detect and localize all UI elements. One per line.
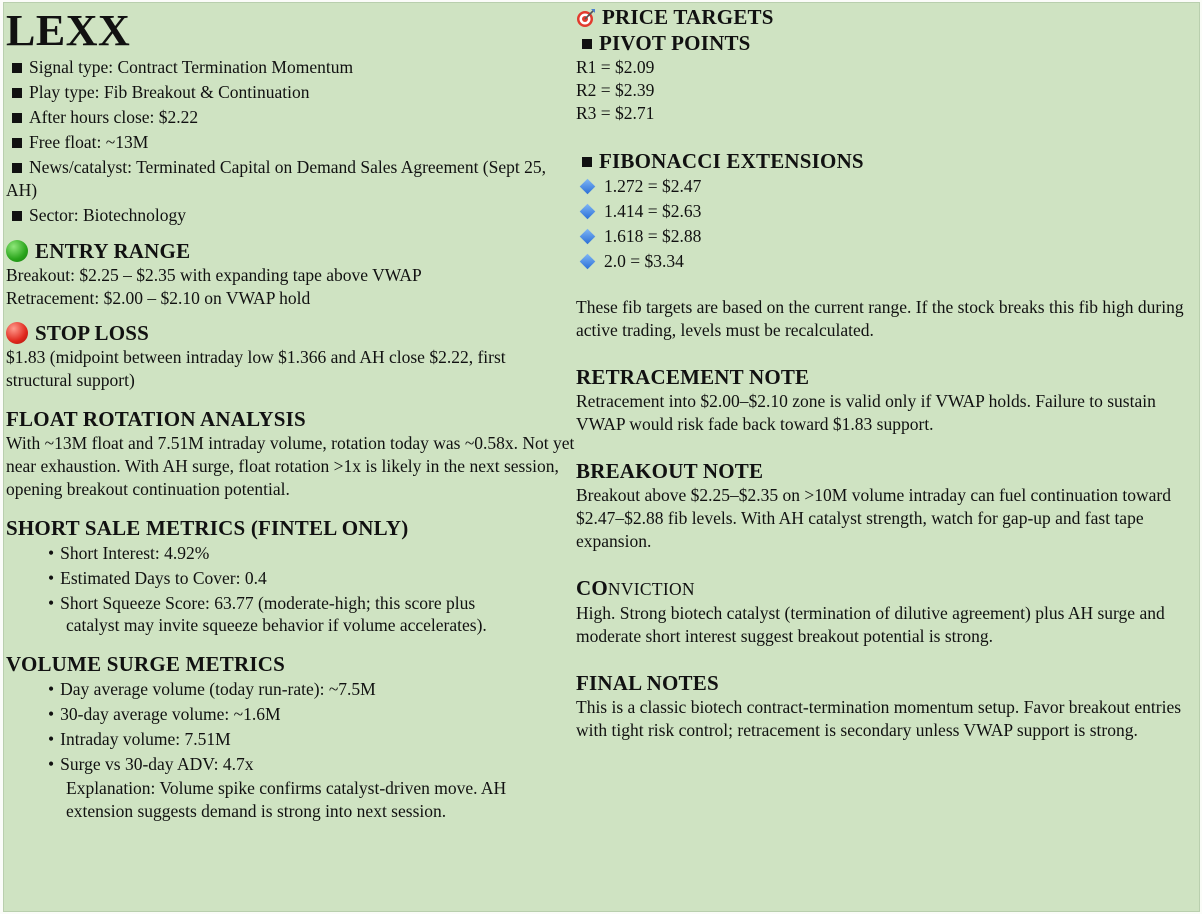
breakout-note-text: Breakout above $2.25–$2.35 on >10M volume intraday can fuel continuation toward $2.47–$2.88 fib levels. With AH catalyst strength, watch for gap-up and fast tape expansion.: [576, 485, 1172, 551]
pivot-points-title: PIVOT POINTS: [599, 31, 751, 55]
fib-level-text: 1.414 = $2.63: [604, 201, 702, 221]
trade-plan-card: [3, 2, 1200, 912]
squeeze-score-continuation: catalyst may invite squeeze behavior if volume accelerates).: [66, 615, 487, 635]
conviction-title-initial: CO: [576, 576, 608, 600]
square-bullet-icon: [582, 157, 592, 167]
blue-diamond-icon: [580, 229, 596, 245]
conviction-title-rest: NVICTION: [607, 579, 695, 599]
fibonacci-heading: [576, 148, 1198, 174]
intraday-volume-text: Intraday volume: 7.51M: [60, 729, 231, 749]
summary-item: [6, 80, 576, 105]
summary-item: [6, 105, 576, 130]
short-sale-heading: SHORT SALE METRICS (FINTEL ONLY): [6, 516, 409, 540]
list-item: • 30-day average volume: ~1.6M: [48, 704, 281, 724]
list-item: • Surge vs 30-day ADV: 4.7x: [48, 754, 254, 774]
list-item: • Short Squeeze Score: 63.77 (moderate-high; this score plus: [48, 593, 476, 613]
square-bullet-icon: [582, 39, 592, 49]
summary-text: Signal type: Contract Termination Momentum: [29, 57, 354, 77]
final-notes-text: This is a classic biotech contract-termination momentum setup. Favor breakout entries with tight risk control; retracement is secondary unless VWAP support is strong.: [576, 697, 1182, 740]
list-item: • Estimated Days to Cover: 0.4: [48, 568, 267, 588]
float-rotation-heading: FLOAT ROTATION ANALYSIS: [6, 407, 306, 431]
final-notes-heading: FINAL NOTES: [576, 671, 719, 695]
summary-list: [6, 55, 576, 228]
squeeze-score-text: Short Squeeze Score: 63.77 (moderate-high; this score plus: [60, 593, 476, 613]
fib-level-text: 1.272 = $2.47: [604, 176, 702, 196]
blue-diamond-icon: [580, 254, 596, 270]
fib-level-text: 2.0 = $3.34: [604, 251, 684, 271]
conviction-text: High. Strong biotech catalyst (termination of dilutive agreement) plus AH surge and moderate short interest suggest breakout potential is strong.: [576, 603, 1165, 646]
pivot-r2: R2 = $2.39: [576, 80, 655, 100]
ticker-title: LEXX: [6, 6, 131, 55]
square-bullet-icon: [12, 211, 22, 221]
fib-level: [576, 174, 1198, 199]
volume-explanation: Explanation: Volume spike confirms catalyst-driven move. AH extension suggests demand is strong into next session.: [66, 778, 507, 821]
right-column: [576, 3, 1198, 742]
square-bullet-icon: [12, 88, 22, 98]
left-column: [6, 3, 576, 823]
summary-text: Free float: ~13M: [29, 132, 149, 152]
green-circle-icon: [6, 240, 28, 262]
day-average-volume-text: Day average volume (today run-rate): ~7.5M: [60, 679, 376, 699]
fib-level: [576, 224, 1198, 249]
summary-text: After hours close: $2.22: [29, 107, 199, 127]
fib-level-text: 1.618 = $2.88: [604, 226, 702, 246]
summary-text: Play type: Fib Breakout & Continuation: [29, 82, 310, 102]
fib-note: These fib targets are based on the current range. If the stock breaks this fib high during active trading, levels must be recalculated.: [576, 297, 1184, 340]
days-to-cover-text: Estimated Days to Cover: 0.4: [60, 568, 267, 588]
retracement-note-heading: RETRACEMENT NOTE: [576, 365, 810, 389]
blue-diamond-icon: [580, 204, 596, 220]
thirty-day-volume-text: 30-day average volume: ~1.6M: [60, 704, 281, 724]
list-item: • Short Interest: 4.92%: [48, 543, 210, 563]
summary-item: [6, 55, 576, 80]
pivot-r1: R1 = $2.09: [576, 57, 655, 77]
conviction-heading: [576, 575, 1198, 602]
fib-level: [576, 199, 1198, 224]
pivot-r3: R3 = $2.71: [576, 103, 655, 123]
fibonacci-title: FIBONACCI EXTENSIONS: [599, 149, 864, 173]
stop-loss-text: $1.83 (midpoint between intraday low $1.366 and AH close $2.22, first structural support): [6, 347, 506, 390]
list-item: • Intraday volume: 7.51M: [48, 729, 231, 749]
summary-item: [6, 203, 576, 228]
retracement-note-text: Retracement into $2.00–$2.10 zone is valid only if VWAP holds. Failure to sustain VWAP would risk fade back toward $1.83 support.: [576, 391, 1156, 434]
list-item: • Day average volume (today run-rate): ~7.5M: [48, 679, 376, 699]
square-bullet-icon: [12, 63, 22, 73]
square-bullet-icon: [12, 138, 22, 148]
summary-text: Sector: Biotechnology: [29, 205, 186, 225]
entry-range-heading: [6, 238, 576, 264]
price-targets-title: PRICE TARGETS: [602, 5, 774, 29]
surge-ratio-text: Surge vs 30-day ADV: 4.7x: [60, 754, 254, 774]
stop-loss-title: STOP LOSS: [35, 321, 150, 345]
volume-surge-heading: VOLUME SURGE METRICS: [6, 652, 285, 676]
entry-retracement-line: Retracement: $2.00 – $2.10 on VWAP hold: [6, 288, 311, 308]
red-circle-icon: [6, 322, 28, 344]
short-interest-text: Short Interest: 4.92%: [60, 543, 210, 563]
entry-range-title: ENTRY RANGE: [35, 239, 191, 263]
square-bullet-icon: [12, 113, 22, 123]
summary-item: [6, 155, 576, 202]
breakout-note-heading: BREAKOUT NOTE: [576, 459, 764, 483]
float-rotation-text: With ~13M float and 7.51M intraday volume, rotation today was ~0.58x. Not yet near exhaustion. With AH surge, float rotation >1x is likely in the next session, opening breakout continuation potential.: [6, 433, 575, 499]
summary-item: [6, 130, 576, 155]
stop-loss-heading: [6, 320, 576, 346]
pivot-points-heading: [576, 30, 1198, 56]
target-icon: [576, 8, 596, 28]
blue-diamond-icon: [580, 179, 596, 195]
entry-breakout-line: Breakout: $2.25 – $2.35 with expanding tape above VWAP: [6, 265, 422, 285]
fib-level: [576, 249, 1198, 274]
summary-text: News/catalyst: Terminated Capital on Demand Sales Agreement (Sept 25, AH): [6, 157, 547, 200]
price-targets-heading: [576, 5, 1198, 30]
square-bullet-icon: [12, 163, 22, 173]
